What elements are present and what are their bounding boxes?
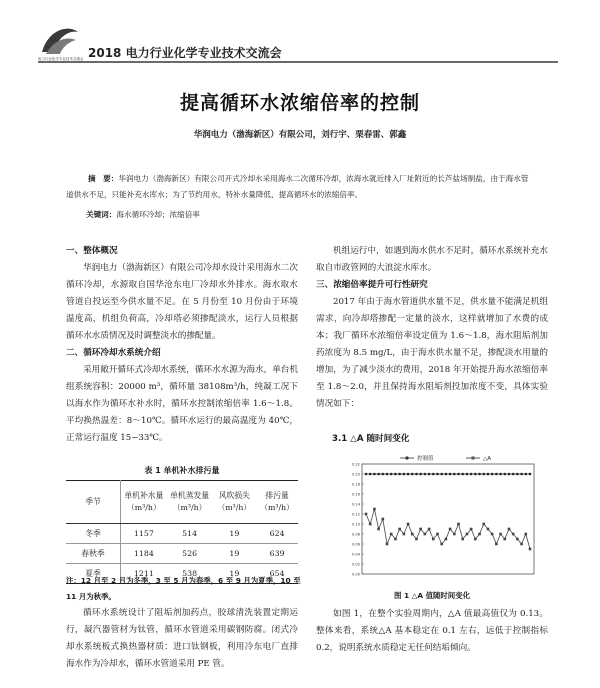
data-point [373, 508, 376, 511]
section-heading-overview: 一、整体概况 [66, 246, 118, 256]
data-point [407, 523, 410, 526]
data-point [520, 473, 523, 476]
data-point [503, 538, 506, 541]
data-point [390, 473, 393, 476]
data-point [453, 473, 456, 476]
table-cell: 514 [167, 524, 213, 544]
data-point [516, 473, 519, 476]
data-point [466, 473, 469, 476]
data-point [529, 548, 532, 551]
data-point [419, 528, 422, 531]
data-point [419, 473, 422, 476]
data-point [516, 538, 519, 541]
legend [400, 454, 491, 462]
table-cell: 639 [256, 544, 298, 564]
paragraph-overview: 华润电力（渤海新区）有限公司冷却水设计采用海水二次循环冷却，水源取自国华沧东电厂冷却水外排水。海水取水管道自投运至今供水量不足。在 5 月份至 10 月份由于环境温度高，机组负荷高，冷却塔必须掺配淡水，运行人员根据循环水水质情况及时调整淡水的掺配量。 [66, 263, 298, 341]
data-point [386, 473, 389, 476]
data-point [428, 473, 431, 476]
chart-marks [352, 463, 531, 577]
y-tick-label: 0.02 [351, 562, 360, 567]
left-column [66, 243, 298, 447]
chart-svg [340, 450, 540, 585]
data-point [499, 533, 502, 536]
y-tick-label: 0.12 [351, 512, 360, 517]
conference-title: 2018 电力行业化学专业技术交流会 [88, 46, 282, 60]
data-point [457, 473, 460, 476]
data-point [495, 543, 498, 546]
left-column-continued [66, 605, 298, 673]
y-tick-label: 0.22 [351, 462, 360, 467]
y-tick-label: 0.08 [351, 532, 360, 537]
table-header-cell: 单机蒸发量（m³/h） [167, 481, 213, 524]
table-cell: 654 [256, 564, 298, 584]
data-point [470, 528, 473, 531]
data-point [495, 473, 498, 476]
data-point [445, 473, 448, 476]
makeup-table [66, 480, 298, 584]
y-tick-label: 0.14 [351, 502, 360, 507]
y-tick-label: 0.20 [351, 472, 360, 477]
y-tick-label: 0.06 [351, 542, 360, 547]
data-point [440, 473, 443, 476]
table-cell: 夏季 [66, 564, 121, 584]
keywords-text: 海水循环冷却；浓缩倍率 [116, 210, 200, 219]
page-header [0, 0, 600, 62]
abstract-text: 华润电力（渤海新区）有限公司开式冷却水采用海水二次循环冷却，浓海水就近排入厂址附近的长芦盐场制盐，由于海水管道供水不足，只能补充水库水；为了节约用水，特补水量降低，提高循环水的浓缩倍率。 [66, 174, 529, 199]
data-point [524, 533, 527, 536]
data-point [398, 473, 401, 476]
table-caption: 表 1 单机补水排污量 [144, 466, 220, 475]
data-point [436, 533, 439, 536]
data-point [520, 543, 523, 546]
paragraph-system: 采用敞开循环式冷却水系统，循环水水源为海水，单台机组系统容积：20000 m³，循环量 38108m³/h，纯凝工况下以海水作为循环水补水时，循环水控制浓缩倍率 1.6～1.8。平均换热温差：8～10℃。循环水运行的最高温度为 40℃，正常运行温度 15~33℃。 [66, 365, 298, 443]
data-point [386, 543, 389, 546]
data-point [390, 533, 393, 536]
table-cell: 19 [212, 564, 256, 584]
data-point [432, 538, 435, 541]
right-column-continued [316, 606, 548, 657]
data-point [403, 473, 406, 476]
data-point [487, 473, 490, 476]
data-point [411, 533, 414, 536]
plot-frame [362, 464, 534, 574]
data-point [453, 533, 456, 536]
series-line-delta-a [366, 509, 530, 549]
data-point [377, 528, 380, 531]
data-point [478, 473, 481, 476]
legend-marker-delta [472, 457, 475, 460]
data-point [365, 473, 368, 476]
data-point [482, 473, 485, 476]
data-point [415, 538, 418, 541]
table-cell: 19 [212, 544, 256, 564]
y-tick-label: 0.04 [351, 552, 360, 557]
data-point [474, 538, 477, 541]
data-point [398, 528, 401, 531]
table-row [66, 524, 298, 544]
table-header-cell: 单机补水量（m³/h） [121, 481, 167, 524]
data-point [487, 528, 490, 531]
data-point [512, 533, 515, 536]
data-point [491, 533, 494, 536]
data-point [365, 513, 368, 516]
delta-a-chart [340, 450, 540, 585]
paragraph-result: 如图 1，在整个实验周期内，△A 值最高值仅为 0.13。整体来看，系统△A 基本稳定在 0.1 左右，远低于控制指标 0.2，说明系统水质稳定无任何结垢倾向。 [316, 609, 548, 653]
right-column [316, 243, 548, 413]
abstract-label: 摘 要： [88, 174, 119, 183]
table-cell: 冬季 [66, 524, 121, 544]
abstract [66, 171, 536, 203]
data-point [424, 473, 427, 476]
data-point [377, 473, 380, 476]
data-point [449, 528, 452, 531]
figure-heading: 3.1 △A 随时间变化 [332, 434, 410, 444]
data-point [424, 533, 427, 536]
figure-caption: 图 1 △A 值随时间变化 [393, 591, 470, 600]
data-point [466, 533, 469, 536]
data-point [411, 473, 414, 476]
data-point [428, 528, 431, 531]
table-row [66, 544, 298, 564]
data-point [461, 473, 464, 476]
table-cell: 624 [256, 524, 298, 544]
keywords-label: 关键词： [86, 210, 117, 219]
section-heading-system: 二、循环冷却水系统介绍 [66, 348, 161, 358]
conference-logo [40, 22, 80, 58]
data-point [445, 538, 448, 541]
data-point [369, 473, 372, 476]
table-header-row [66, 481, 298, 524]
legend-marker-control [405, 456, 408, 459]
data-point [474, 473, 477, 476]
table-header-cell: 风吹损失（m³/h） [212, 481, 256, 524]
data-point [470, 473, 473, 476]
data-point [394, 538, 397, 541]
table-cell: 1157 [121, 524, 167, 544]
data-point [407, 473, 410, 476]
data-point [491, 473, 494, 476]
y-tick-label: 0.18 [351, 482, 360, 487]
table-cell: 526 [167, 544, 213, 564]
data-point [457, 523, 460, 526]
data-point [512, 473, 515, 476]
data-point [482, 523, 485, 526]
data-point [373, 473, 376, 476]
data-point [369, 523, 372, 526]
table-header-cell: 排污量（m³/h） [256, 481, 298, 524]
table-note: 注：12 月至 2 月为冬季，3 至 5 月为春季，6 至 9 月为夏季，10 至 11 月为秋季。 [66, 576, 301, 601]
data-point [508, 473, 511, 476]
keywords [86, 209, 200, 220]
table-cell: 1211 [121, 564, 167, 584]
table-header-cell: 季节 [66, 481, 121, 524]
y-tick-label: 0.16 [351, 492, 360, 497]
data-point [436, 473, 439, 476]
paragraph-dosing: 循环水系统设计了阻垢剂加药点，胶球清洗装置定期运行，凝汽器管材为钛管，循环水管道采用碳钢防腐。闭式冷却水系统板式换热器材质：进口钛钢板，利用冷东电厂直排海水作为冷却水，循环水管道采用 PE 管。 [66, 608, 298, 669]
data-point [382, 518, 385, 521]
table-cell: 1184 [121, 544, 167, 564]
data-point [394, 473, 397, 476]
table-cell: 春秋季 [66, 544, 121, 564]
paragraph-feasibility: 2017 年由于海水管道供水量不足，供水量不能满足机组需求，向冷却塔掺配一定量的淡水，这样就增加了水费的成本；我厂循环水浓缩倍率设定值为 1.6～1.8，海水阻垢剂加药浓度为 8.5 mg/L，由于海水供水量不足，掺配淡水用量的增加，为了减少淡水的费用，2018 年开始提升海水浓缩倍率至 1.8～2.0，并且保持海水阻垢剂投加浓度不变，具体实验情况如下： [316, 297, 548, 409]
logo-caption: 电力行业化学专业技术交流会 [38, 57, 84, 61]
data-point [499, 473, 502, 476]
table-cell: 19 [212, 524, 256, 544]
data-point [461, 538, 464, 541]
paragraph-supply: 机组运行中，如遇到海水供水不足时，循环水系统补充水取自市政管网的大浪淀水库水。 [316, 246, 548, 273]
legend-label-control: 控制值 [417, 456, 434, 462]
authors-line: 华润电力（渤海新区）有限公司，刘行宇、栗春雷、郭鑫 [193, 130, 407, 140]
legend-label-delta: △A [483, 456, 491, 462]
table-cell: 538 [167, 564, 213, 584]
data-point [403, 533, 406, 536]
data-point [508, 528, 511, 531]
section-heading-feasibility: 三、浓缩倍率提升可行性研究 [316, 280, 428, 290]
data-point [415, 473, 418, 476]
y-tick-label: 0.00 [351, 572, 360, 577]
data-point [529, 473, 532, 476]
paper-title: 提高循环水浓缩倍率的控制 [179, 92, 420, 114]
data-point [478, 533, 481, 536]
data-point [440, 543, 443, 546]
data-point [449, 473, 452, 476]
header-divider [38, 61, 558, 63]
data-point [382, 473, 385, 476]
y-tick-label: 0.10 [351, 522, 360, 527]
data-point [524, 473, 527, 476]
data-point [503, 473, 506, 476]
data-point [432, 473, 435, 476]
